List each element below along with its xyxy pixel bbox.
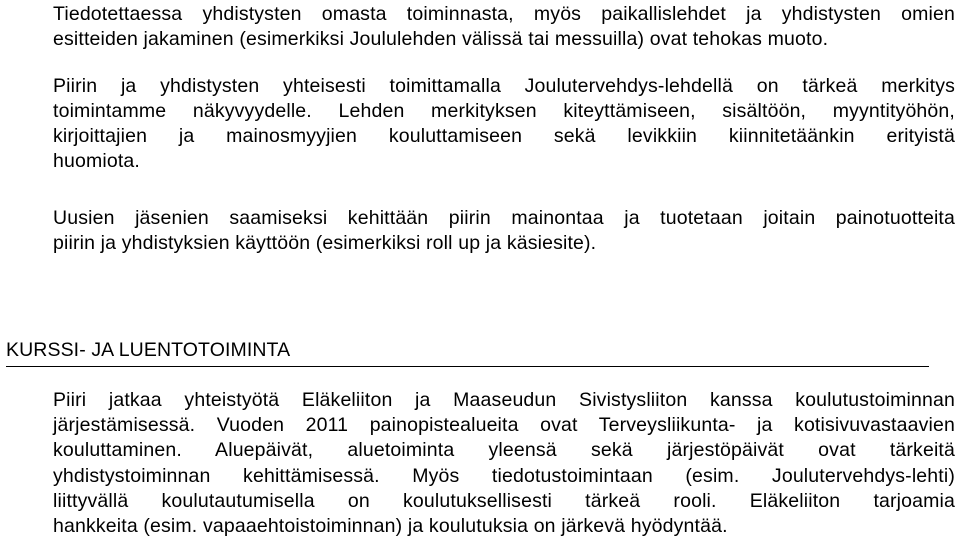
- paragraph-magazine: [53, 74, 955, 174]
- text-line: hankkeita (esim. vapaaehtoistoiminnan) ja koulutuksia on järkevä hyödyntää.: [53, 515, 728, 538]
- text-line: Tiedotettaessa yhdistysten omasta toiminnasta, myös paikallislehdet ja yhdistysten omien: [53, 3, 955, 25]
- text-line: Uusien jäsenien saamiseksi kehittään piirin mainontaa ja tuotetaan joitain painotuotteita: [53, 207, 955, 229]
- paragraph-courses: [53, 388, 955, 539]
- text-line: liittyvällä koulutautumisella on koulutuksellisesti tärkeä rooli. Eläkeliiton tarjoamia: [53, 489, 955, 512]
- paragraph-new-members: [53, 206, 955, 256]
- text-line: järjestämisessä. Vuoden 2011 painopistealueita ovat Terveysliikunta- ja kotisivuvastaavien: [53, 414, 955, 437]
- text-line: Piirin ja yhdistysten yhteisesti toimittamalla Joulutervehdys-lehdellä on tärkeä merkitys: [53, 75, 955, 97]
- text-line: huomiota.: [53, 150, 140, 172]
- text-line: esitteiden jakaminen (esimerkiksi Joululehden välissä tai messuilla) ovat tehokas muoto.: [53, 28, 829, 50]
- text-line: kouluttaminen. Aluepäivät, aluetoiminta yleensä sekä järjestöpäivät ovat tärkeitä: [53, 439, 955, 462]
- text-line: piirin ja yhdistyksien käyttöön (esimerkiksi roll up ja käsiesite).: [53, 232, 597, 254]
- paragraph-publicity: [53, 2, 955, 52]
- heading-underline: [6, 366, 929, 367]
- text-line: yhdistystoiminnan kehittämisessä. Myös tiedotustoimintaan (esim. Joulutervehdys-lehti): [53, 464, 955, 487]
- text-line: Piiri jatkaa yhteistyötä Eläkeliiton ja Maaseudun Sivistysliiton kanssa koulutustoiminnan: [53, 389, 955, 411]
- section-heading: KURSSI- JA LUENTOTOIMINTA: [6, 339, 291, 361]
- text-line: toimintamme näkyvyydelle. Lehden merkityksen kiteyttämiseen, sisältöön, myyntityöhön,: [53, 100, 955, 122]
- text-line: kirjoittajien ja mainosmyyjien kouluttamiseen sekä levikkiin kiinnitetäänkin erityistä: [53, 125, 955, 147]
